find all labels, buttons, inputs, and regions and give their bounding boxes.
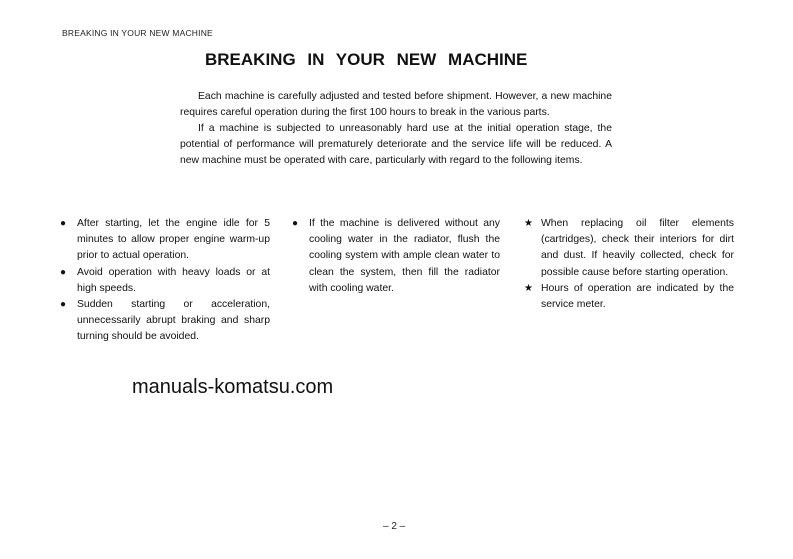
star-icon: ★	[524, 282, 533, 294]
bullet-dot-icon: ●	[292, 218, 299, 229]
page-number: – 2 –	[383, 521, 406, 532]
bullet-dot-icon: ●	[60, 266, 67, 278]
intro-text	[180, 89, 612, 169]
page-title: BREAKING IN YOUR NEW MACHINE	[205, 50, 528, 69]
list-item	[524, 216, 734, 281]
column-right	[524, 216, 734, 313]
list-item	[292, 216, 500, 297]
bullet-dot-icon: ●	[60, 299, 67, 311]
list-item	[60, 265, 270, 297]
bullet-dot-icon: ●	[60, 218, 67, 229]
bullet-list	[60, 216, 270, 346]
list-item-text: Sudden starting or acceleration, unnecessarily abrupt braking and sharp turning should be avoided.	[77, 299, 270, 343]
list-item-text: When replacing oil filter elements (cartridges), check their interiors for dirt and dust. If heavily collected, check for possible cause before starting operation.	[541, 218, 734, 278]
list-item	[524, 281, 734, 313]
list-item-text: If the machine is delivered without any cooling water in the radiator, flush the cooling system with ample clean water to clean the system, then fill the radiator with cooling water.	[309, 218, 500, 294]
list-item	[60, 297, 270, 346]
star-icon: ★	[524, 218, 533, 229]
bullet-list	[292, 216, 500, 297]
intro-paragraph: Each machine is carefully adjusted and tested before shipment. However, a new machine requires careful operation during the first 100 hours to break in the various parts.	[180, 91, 612, 118]
list-item-text: Avoid operation with heavy loads or at high speeds.	[77, 266, 270, 294]
intro-paragraph: If a machine is subjected to unreasonably hard use at the initial operation stage, the potential of performance will prematurely deteriorate and the service life will be reduced. A new machine must be operated with care, particularly with regard to the following items.	[180, 123, 612, 166]
list-item-text: After starting, let the engine idle for 5 minutes to allow proper engine warm-up prior to actual operation.	[77, 218, 270, 262]
column-middle	[292, 216, 500, 297]
column-left	[60, 216, 270, 346]
running-header: BREAKING IN YOUR NEW MACHINE	[62, 28, 213, 38]
star-list	[524, 216, 734, 313]
list-item	[60, 216, 270, 265]
list-item-text: Hours of operation are indicated by the service meter.	[541, 282, 734, 311]
watermark-text: manuals-komatsu.com	[132, 376, 334, 398]
